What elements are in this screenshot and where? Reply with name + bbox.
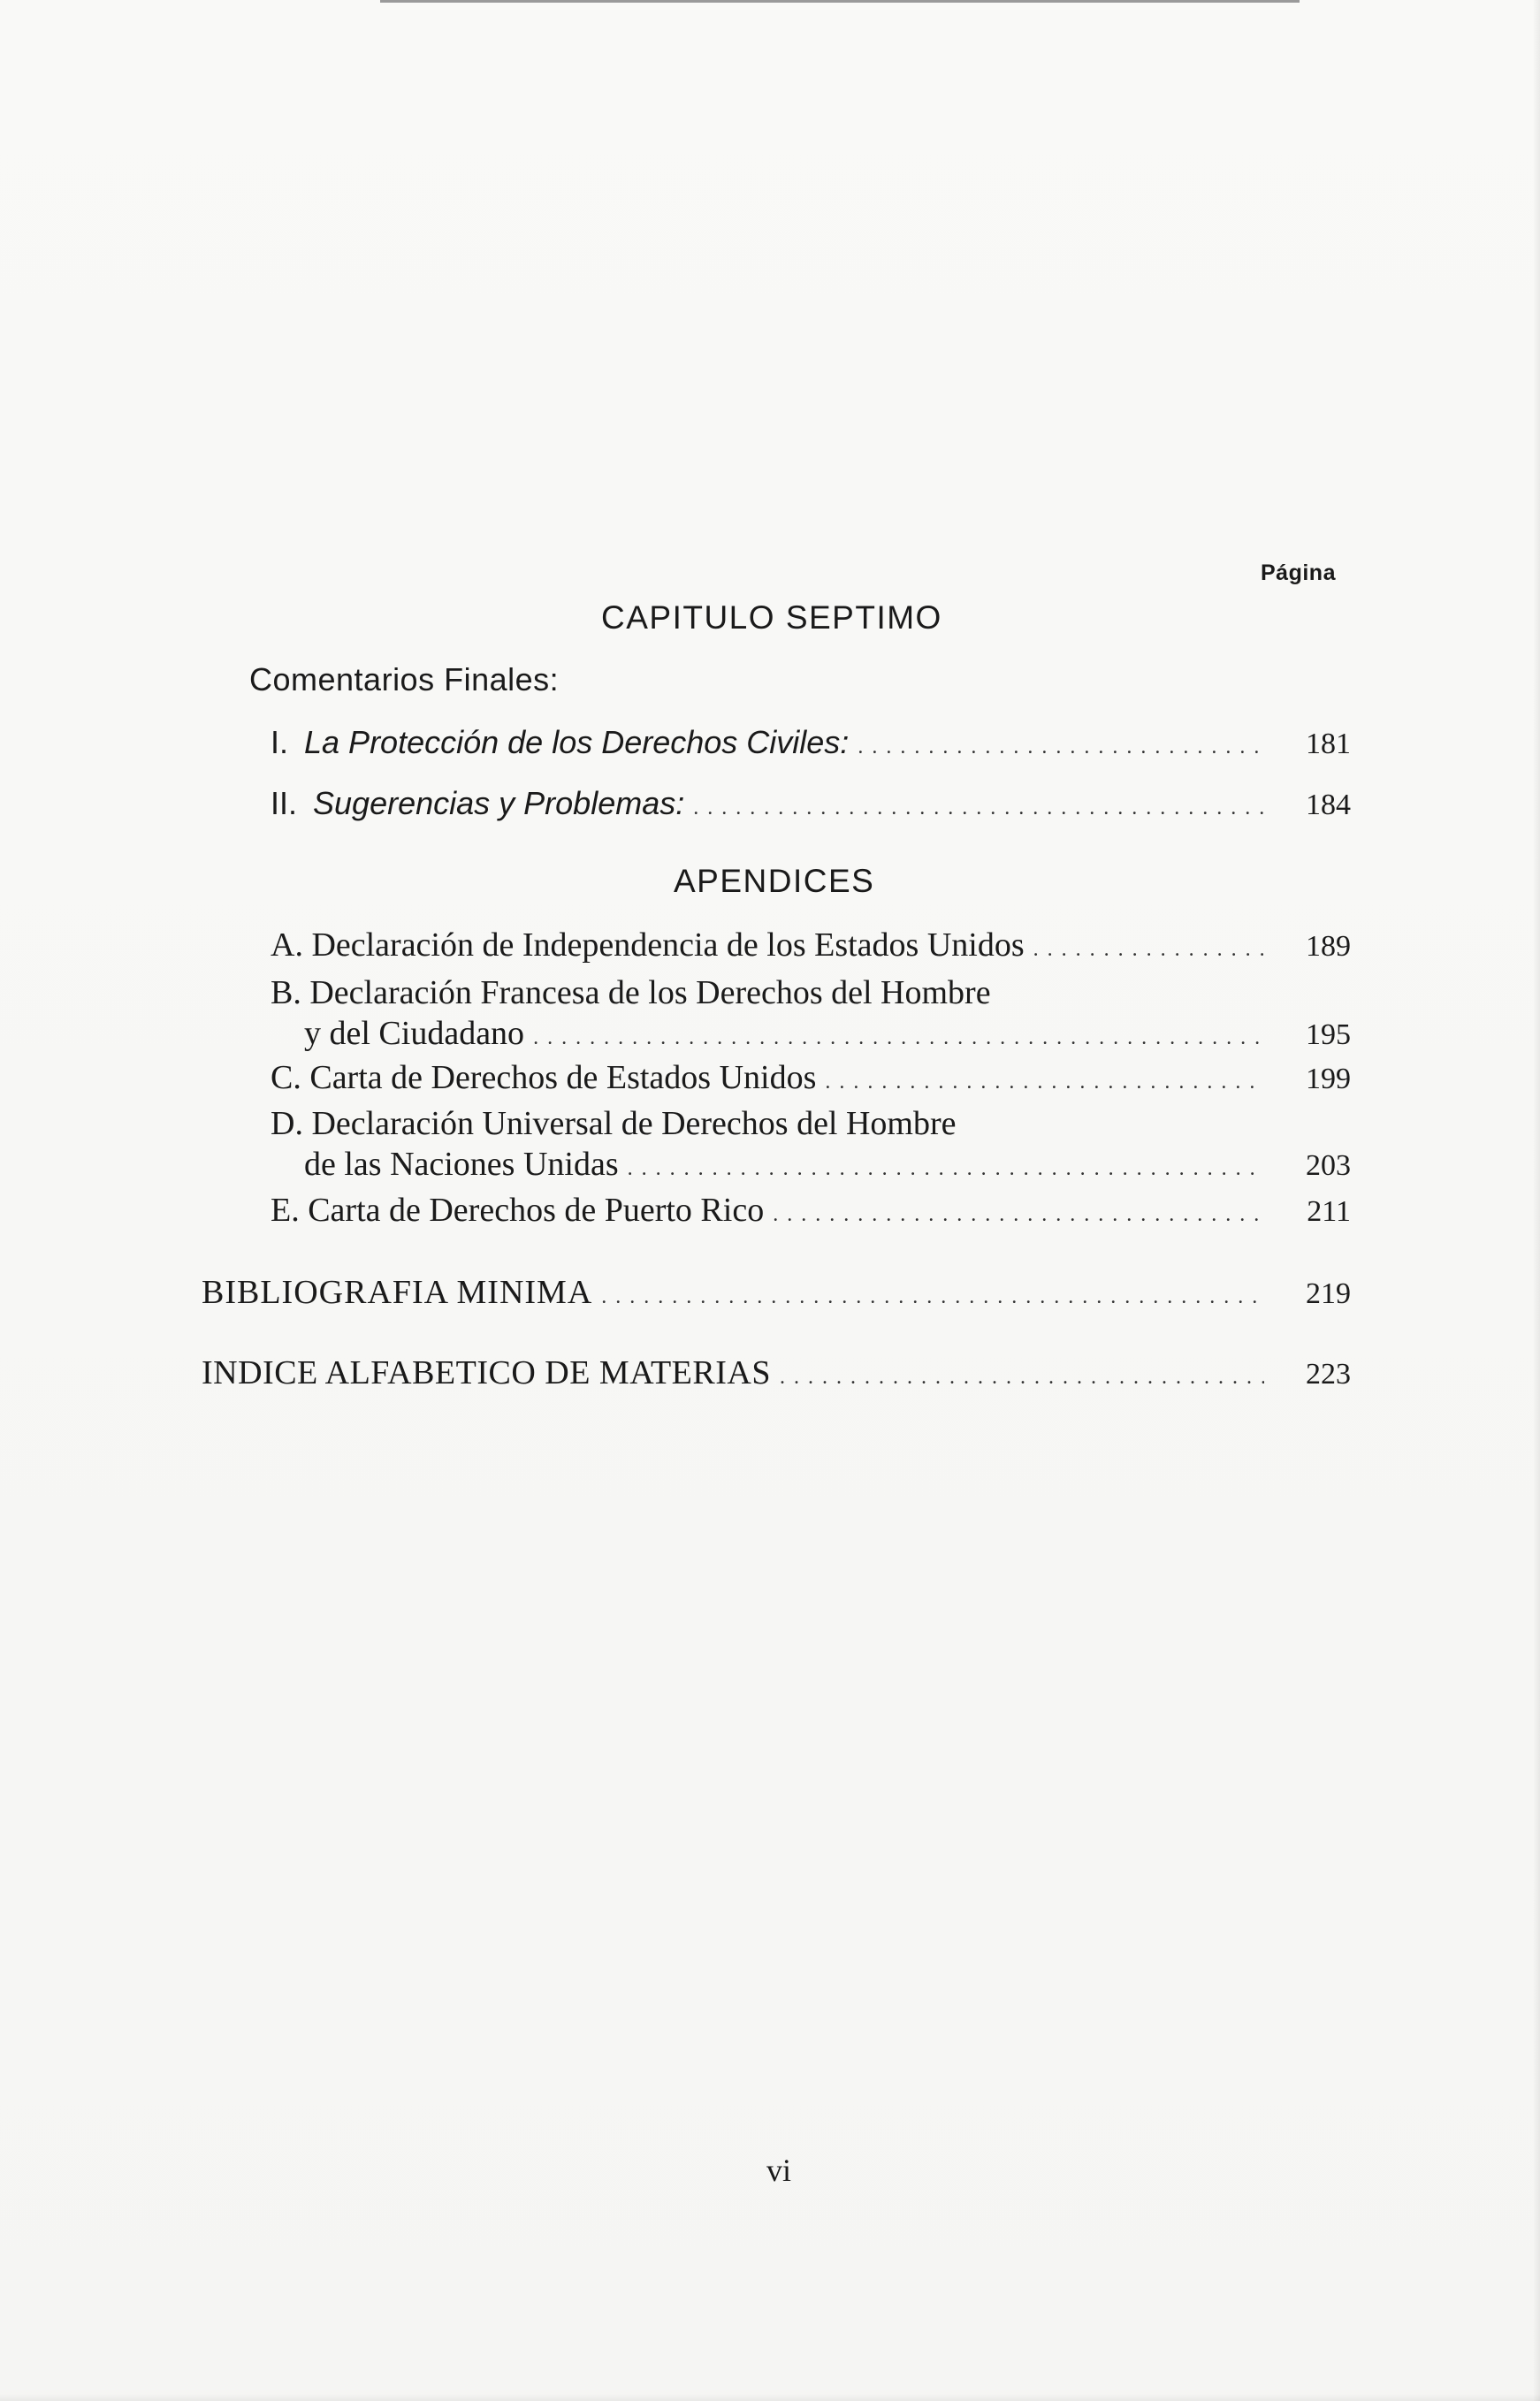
leader-dots [780,1357,1264,1398]
toc-entry-page: 211 [1307,1195,1351,1228]
leader-dots [858,727,1264,767]
scan-right-edge [1533,0,1540,2401]
scan-top-edge [380,0,1300,3]
toc-entry-page: 203 [1306,1149,1351,1182]
appendices-heading: APENDICES [674,863,875,899]
toc-entry-page: 189 [1306,930,1351,963]
toc-entry-appendix-c[interactable] [271,1057,1351,1102]
toc-entry-appendix-e[interactable] [271,1190,1351,1235]
toc-entry-final-comments-1[interactable] [271,722,1351,767]
toc-entry-appendix-d-line1[interactable]: D. Declaración Universal de Derechos del Hombre [271,1105,957,1142]
leader-dots [1033,929,1264,970]
toc-entry-title-continued: de las Naciones Unidas [304,1146,619,1183]
toc-entry-appendix-a[interactable] [271,925,1351,970]
leader-dots [825,1062,1264,1102]
toc-entry-title: BIBLIOGRAFIA MINIMA [202,1274,593,1311]
scan-bottom-edge [0,2394,1540,2401]
toc-entry-page: 195 [1306,1018,1351,1051]
chapter-heading: CAPITULO SEPTIMO [601,599,942,636]
toc-entry-title-continued: y del Ciudadano [304,1015,525,1052]
toc-entry-title: Sugerencias y Problemas: [313,785,685,821]
leader-dots [601,1277,1264,1317]
toc-entry-page: 181 [1306,728,1351,760]
toc-entry-page: 223 [1306,1358,1351,1391]
toc-entry-page: 184 [1306,789,1351,821]
leader-dots [628,1148,1264,1189]
toc-entry-page: 219 [1306,1277,1351,1310]
toc-entry-page: 199 [1306,1063,1351,1095]
toc-entry-title: INDICE ALFABETICO DE MATERIAS [202,1354,771,1391]
toc-entry-title: C. Carta de Derechos de Estados Unidos [271,1059,817,1096]
toc-entry-title: La Protección de los Derechos Civiles: [304,724,850,760]
leader-dots [533,1018,1264,1058]
page-column-label: Página [1261,560,1336,585]
toc-entry-index[interactable] [202,1353,1351,1398]
toc-entry-appendix-d[interactable] [304,1144,1351,1189]
final-comments-label: Comentarios Finales: [249,661,560,697]
toc-entry-appendix-b-line1[interactable]: B. Declaración Francesa de los Derechos del Hombre [271,974,991,1011]
toc-entry-number: I. [271,724,289,760]
toc-entry-appendix-b[interactable] [304,1013,1351,1058]
page-folio: vi [766,2153,792,2188]
toc-entry-title: E. Carta de Derechos de Puerto Rico [271,1192,765,1229]
toc-entry-title: A. Declaración de Independencia de los Estados Unidos [271,926,1025,964]
toc-entry-number: II. [271,785,298,821]
leader-dots [773,1194,1264,1235]
toc-entry-bibliography[interactable] [202,1272,1351,1317]
toc-entry-final-comments-2[interactable] [271,783,1351,828]
leader-dots [693,788,1264,828]
